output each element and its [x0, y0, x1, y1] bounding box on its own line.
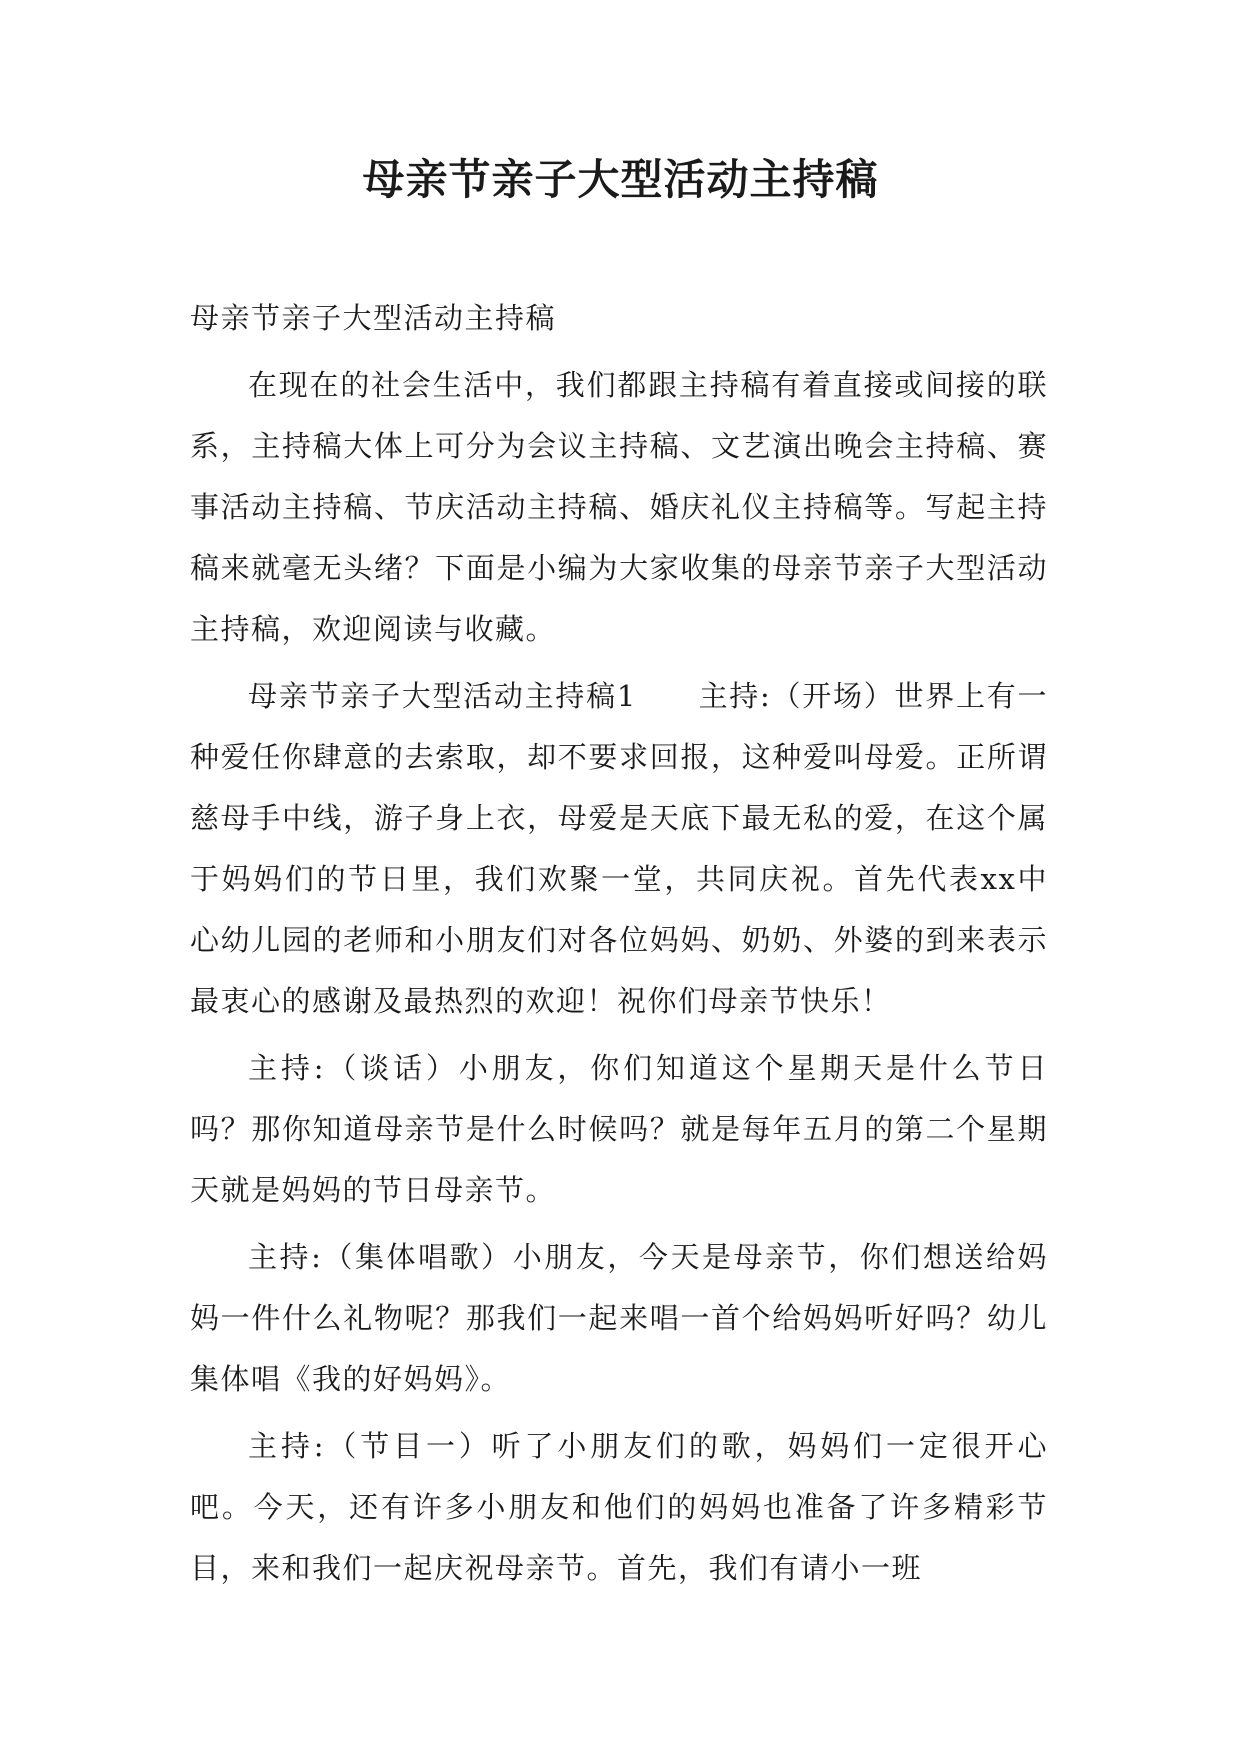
- paragraph-talk: 主持:（谈话）小朋友，你们知道这个星期天是什么节日吗？那你知道母亲节是什么时候吗？就是每年五月的第二个星期天就是妈妈的节日母亲节。: [190, 1051, 1048, 1207]
- paragraph-intro: 在现在的社会生活中，我们都跟主持稿有着直接或间接的联系，主持稿大体上可分为会议主持稿、文艺演出晚会主持稿、赛事活动主持稿、节庆活动主持稿、婚庆礼仪主持稿等。写起主持稿来就毫无头绪？下面是小编为大家收集的母亲节亲子大型活动主持稿，欢迎阅读与收藏。: [190, 368, 1048, 646]
- document-body: [190, 288, 1048, 1605]
- paragraph-group-singing: 主持:（集体唱歌）小朋友，今天是母亲节，你们想送给妈妈一件什么礼物呢？那我们一起来唱一首个给妈妈听好吗？幼儿集体唱《我的好妈妈》。: [190, 1240, 1048, 1396]
- document-title: 母亲节亲子大型活动主持稿: [362, 155, 879, 204]
- paragraph-program-one: 主持:（节目一）听了小朋友们的歌，妈妈们一定很开心吧。今天，还有许多小朋友和他们的妈妈也准备了许多精彩节目，来和我们一起庆祝母亲节。首先，我们有请小一班: [190, 1429, 1048, 1585]
- document-subtitle: 母亲节亲子大型活动主持稿: [190, 301, 557, 335]
- paragraph-opening: 母亲节亲子大型活动主持稿1 主持:（开场）世界上有一种爱任你肆意的去索取，却不要求回报，这种爱叫母爱。正所谓慈母手中线，游子身上衣，母爱是天底下最无私的爱，在这个属于妈妈们的节日里，我们欢聚一堂，共同庆祝。首先代表xx中心幼儿园的老师和小朋友们对各位妈妈、奶奶、外婆的到来表示最衷心的感谢及最热烈的欢迎！祝你们母亲节快乐！: [190, 679, 1048, 1018]
